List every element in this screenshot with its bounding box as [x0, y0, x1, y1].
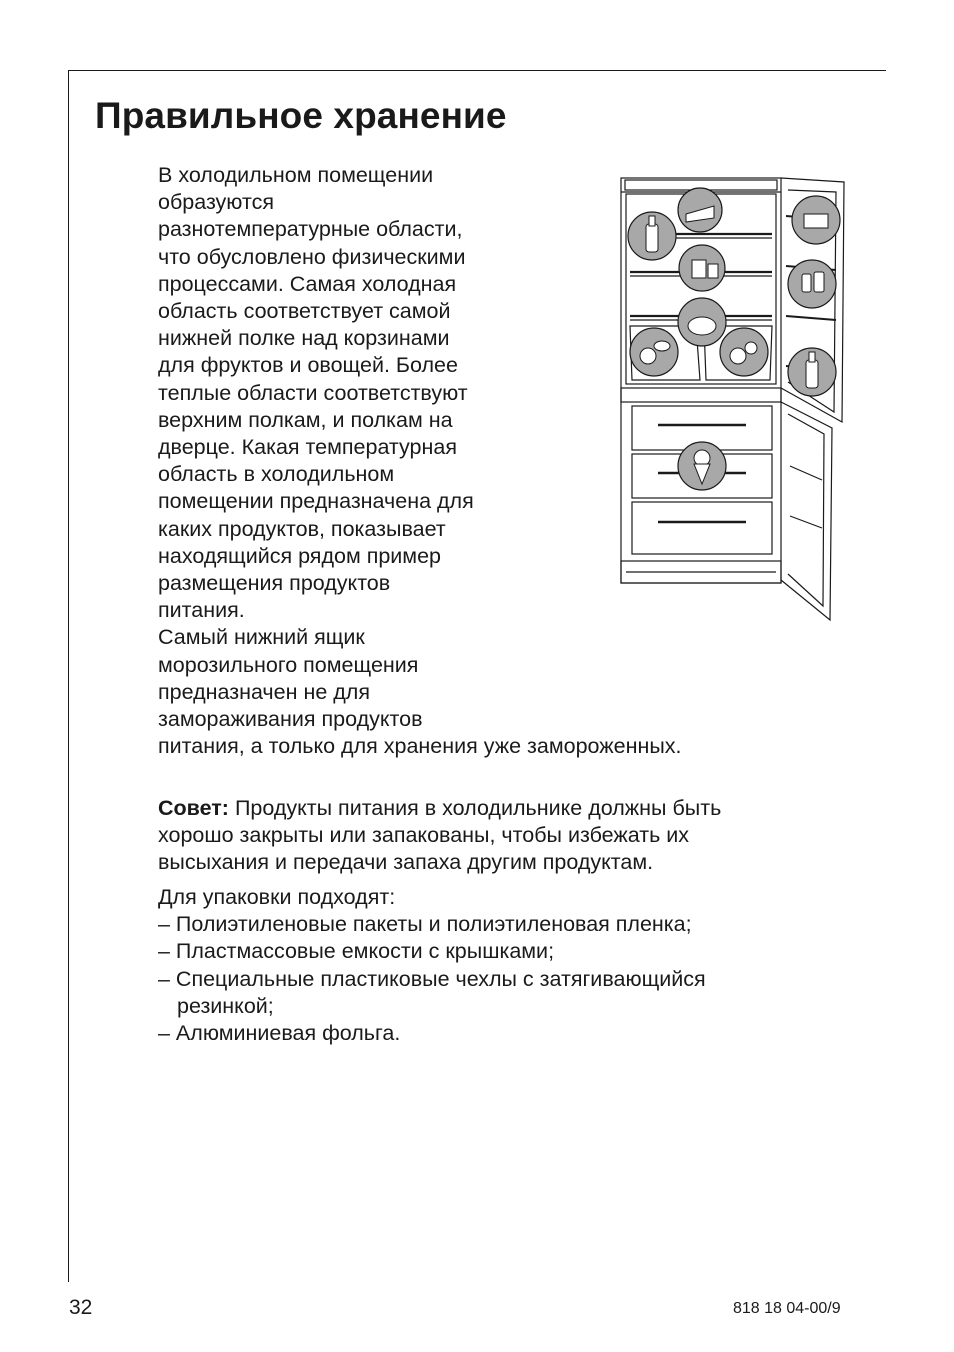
packaging-list	[158, 911, 706, 1047]
tip-text: Продукты питания в холодильнике должны быть хорошо закрыты или запакованы, чтобы избежать их высыхания и передачи запаха другим продуктам.	[158, 796, 722, 875]
intro-paragraph: В холодильном помещении образуются разнотемпературные области, что обусловлено физическими процессами. Самая холодная область соответствует самой нижней полке над корзинами для фруктов и овощей. Более теплые области соответствуют верхним полкам, и полкам на дверце. Какая температурная область в холодильном помещении предназначена для каких продуктов, показывает находящийся рядом пример размещения продуктов питания. Самый нижний ящик морозильного помещения предназначен не для замораживания продуктов питания, а только для хранения уже замороженных.	[158, 163, 682, 759]
list-item: – Специальные пластиковые чехлы с затягивающийся резинкой;	[158, 966, 706, 1018]
list-item: – Алюминиевая фольга.	[158, 1021, 401, 1046]
document-code: 818 18 04-00/9	[733, 1300, 841, 1317]
freezer-drawer-3	[632, 502, 772, 554]
list-item: – Полиэтиленовые пакеты и полиэтиленовая пленка;	[158, 912, 692, 937]
list-item: – Пластмассовые емкости с крышками;	[158, 939, 555, 964]
fridge-illustration	[618, 176, 848, 626]
tip-label: Совет:	[158, 796, 229, 820]
page-title: Правильное хранение	[95, 95, 507, 136]
left-rule	[68, 70, 69, 1282]
packaging-heading: Для упаковки подходят:	[158, 885, 396, 909]
jars-icon	[788, 260, 836, 308]
top-rule	[68, 70, 886, 71]
packaging-section	[158, 884, 706, 1047]
tip-paragraph	[158, 795, 721, 877]
page-number: 32	[69, 1296, 93, 1319]
